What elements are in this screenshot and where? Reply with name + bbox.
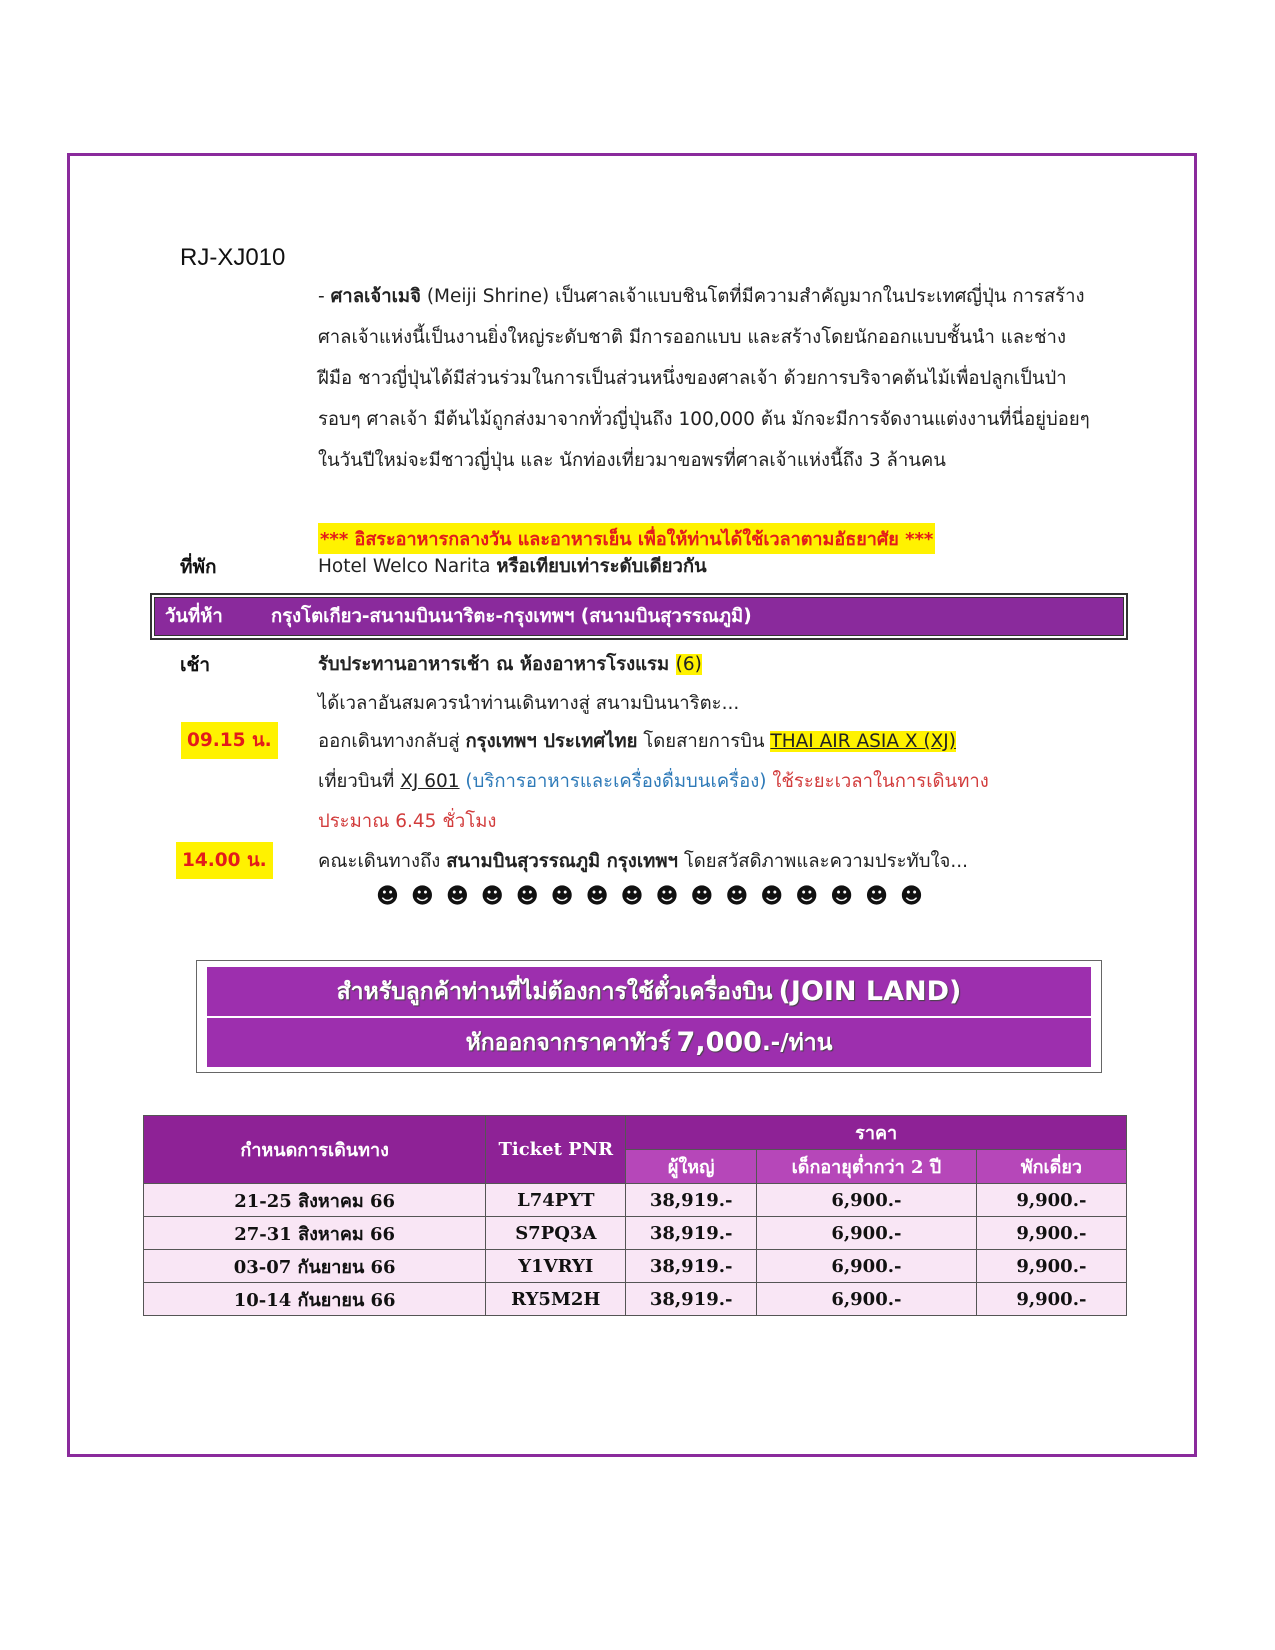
table-row bbox=[144, 1250, 1127, 1283]
join-land-amount: 7,000 bbox=[676, 1027, 762, 1058]
depart-note: ได้เวลาอันสมควรนำท่านเดินทางสู่ สนามบินนาริตะ... bbox=[318, 693, 740, 714]
day-route: กรุงโตเกียว-สนามบินนาริตะ-กรุงเทพฯ (สนามบินสุวรรณภูมิ) bbox=[271, 606, 752, 627]
intro-prefix: - bbox=[318, 286, 331, 307]
hotel-label: ที่พัก bbox=[180, 556, 217, 578]
cell-child: 6,900.- bbox=[757, 1184, 977, 1217]
airline-name: THAI AIR ASIA X (XJ) bbox=[770, 731, 956, 752]
join-land-tag: (JOIN LAND) bbox=[778, 976, 962, 1007]
flight-prefix: เที่ยวบินที่ bbox=[318, 771, 401, 792]
cell-child: 6,900.- bbox=[757, 1250, 977, 1283]
breakfast-desc: รับประทานอาหารเช้า ณ ห้องอาหารโรงแรม bbox=[318, 654, 676, 675]
cell-pnr: S7PQ3A bbox=[486, 1217, 626, 1250]
table-row bbox=[144, 1217, 1127, 1250]
join-land-deduct: หักออกจากราคาทัวร์ bbox=[465, 1029, 671, 1056]
intro-body: (Meiji Shrine) เป็นศาลเจ้าแบบชินโตที่มีความสำคัญมากในประเทศญี่ปุ่น การสร้างศาลเจ้าแห่งนี้เป็นงานยิ่งใหญ่ระดับชาติ มีการออกแบบ และสร้างโดยนักออกแบบชั้นนำ และช่างฝีมือ ชาวญี่ปุ่นได้มีส่วนร่วมในการเป็นส่วนหนึ่งของศาลเจ้า ด้วยการบริจาคต้นไม้เพื่อปลูกเป็นป่ารอบๆ ศาลเจ้า มีต้นไม้ถูกส่งมาจากทั่วญี่ปุ่นถึง 100,000 ต้น มักจะมีการจัดงานแต่งงานที่นี่อยู่บ่อยๆ ในวันปีใหม่จะมีชาวญี่ปุ่น และ นักท่องเที่ยวมาขอพรที่ศาลเจ้าแห่งนี้ถึง 3 ล้านคน bbox=[318, 286, 1090, 471]
flight-service: (บริการอาหารและเครื่องดื่มบนเครื่อง) bbox=[459, 771, 767, 792]
cell-single: 9,900.- bbox=[976, 1184, 1126, 1217]
depart-line bbox=[318, 727, 956, 756]
hotel-info bbox=[318, 552, 707, 581]
cell-period: 03-07 กันยายน 66 bbox=[144, 1250, 486, 1283]
table-row bbox=[144, 1283, 1127, 1316]
join-land-line1 bbox=[207, 967, 1091, 1016]
intro-bold-name: ศาลเจ้าเมจิ bbox=[330, 286, 421, 307]
join-land-box bbox=[196, 960, 1102, 1073]
depart-text1: ออกเดินทางกลับสู่ bbox=[318, 731, 466, 752]
arrival-time: 14.00 น. bbox=[176, 842, 273, 879]
header-period: กำหนดการเดินทาง bbox=[144, 1116, 486, 1184]
header-pnr: Ticket PNR bbox=[486, 1116, 626, 1184]
arrival-destination: สนามบินสุวรรณภูมิ กรุงเทพฯ bbox=[446, 851, 678, 872]
flight-number: XJ 601 bbox=[400, 771, 460, 792]
depart-text2: โดยสายการบิน bbox=[637, 731, 771, 752]
breakfast-label: เช้า bbox=[180, 654, 211, 676]
cell-child: 6,900.- bbox=[757, 1217, 977, 1250]
arrival-line bbox=[318, 847, 968, 876]
cell-single: 9,900.- bbox=[976, 1283, 1126, 1316]
arrival-text2: โดยสวัสดิภาพและความประทับใจ... bbox=[677, 851, 968, 872]
meiji-shrine-description bbox=[318, 276, 1098, 481]
depart-time: 09.15 น. bbox=[181, 722, 278, 759]
cell-period: 27-31 สิงหาคม 66 bbox=[144, 1217, 486, 1250]
flight-line bbox=[318, 767, 989, 796]
day-label: วันที่ห้า bbox=[165, 606, 223, 627]
day-five-header bbox=[150, 593, 1128, 640]
cell-adult: 38,919.- bbox=[626, 1250, 757, 1283]
flight-duration-b: ประมาณ 6.45 ชั่วโมง bbox=[318, 811, 497, 832]
cell-adult: 38,919.- bbox=[626, 1283, 757, 1316]
cell-period: 21-25 สิงหาคม 66 bbox=[144, 1184, 486, 1217]
breakfast-text bbox=[318, 650, 702, 679]
header-price: ราคา bbox=[626, 1116, 1127, 1150]
header-child: เด็กอายุต่ำกว่า 2 ปี bbox=[757, 1150, 977, 1184]
cell-pnr: RY5M2H bbox=[486, 1283, 626, 1316]
join-land-text: สำหรับลูกค้าท่านที่ไม่ต้องการใช้ตั๋วเครื่องบิน bbox=[336, 978, 773, 1005]
cell-adult: 38,919.- bbox=[626, 1217, 757, 1250]
hotel-suffix: หรือเทียบเท่าระดับเดียวกัน bbox=[496, 556, 707, 577]
smiley-divider: ☻☻☻☻☻☻☻☻☻☻☻☻☻☻☻☻ bbox=[376, 884, 935, 909]
cell-single: 9,900.- bbox=[976, 1217, 1126, 1250]
free-meals-notice: *** อิสระอาหารกลางวัน และอาหารเย็น เพื่อให้ท่านได้ใช้เวลาตามอัธยาศัย *** bbox=[318, 523, 935, 554]
cell-single: 9,900.- bbox=[976, 1250, 1126, 1283]
join-land-unit: .-/ท่าน bbox=[761, 1029, 833, 1056]
header-single: พักเดี่ยว bbox=[976, 1150, 1126, 1184]
depart-destination: กรุงเทพฯ ประเทศไทย bbox=[465, 731, 638, 752]
cell-period: 10-14 กันยายน 66 bbox=[144, 1283, 486, 1316]
hotel-name: Hotel Welco Narita bbox=[318, 556, 497, 577]
tour-code: RJ-XJ010 bbox=[180, 244, 286, 271]
flight-duration-a: ใช้ระยะเวลาในการเดินทาง bbox=[766, 771, 989, 792]
price-table bbox=[143, 1115, 1127, 1316]
cell-pnr: Y1VRYI bbox=[486, 1250, 626, 1283]
cell-child: 6,900.- bbox=[757, 1283, 977, 1316]
cell-adult: 38,919.- bbox=[626, 1184, 757, 1217]
join-land-line2 bbox=[207, 1018, 1091, 1067]
table-row bbox=[144, 1184, 1127, 1217]
cell-pnr: L74PYT bbox=[486, 1184, 626, 1217]
arrival-text1: คณะเดินทางถึง bbox=[318, 851, 447, 872]
meal-number: (6) bbox=[675, 654, 702, 675]
header-adult: ผู้ใหญ่ bbox=[626, 1150, 757, 1184]
